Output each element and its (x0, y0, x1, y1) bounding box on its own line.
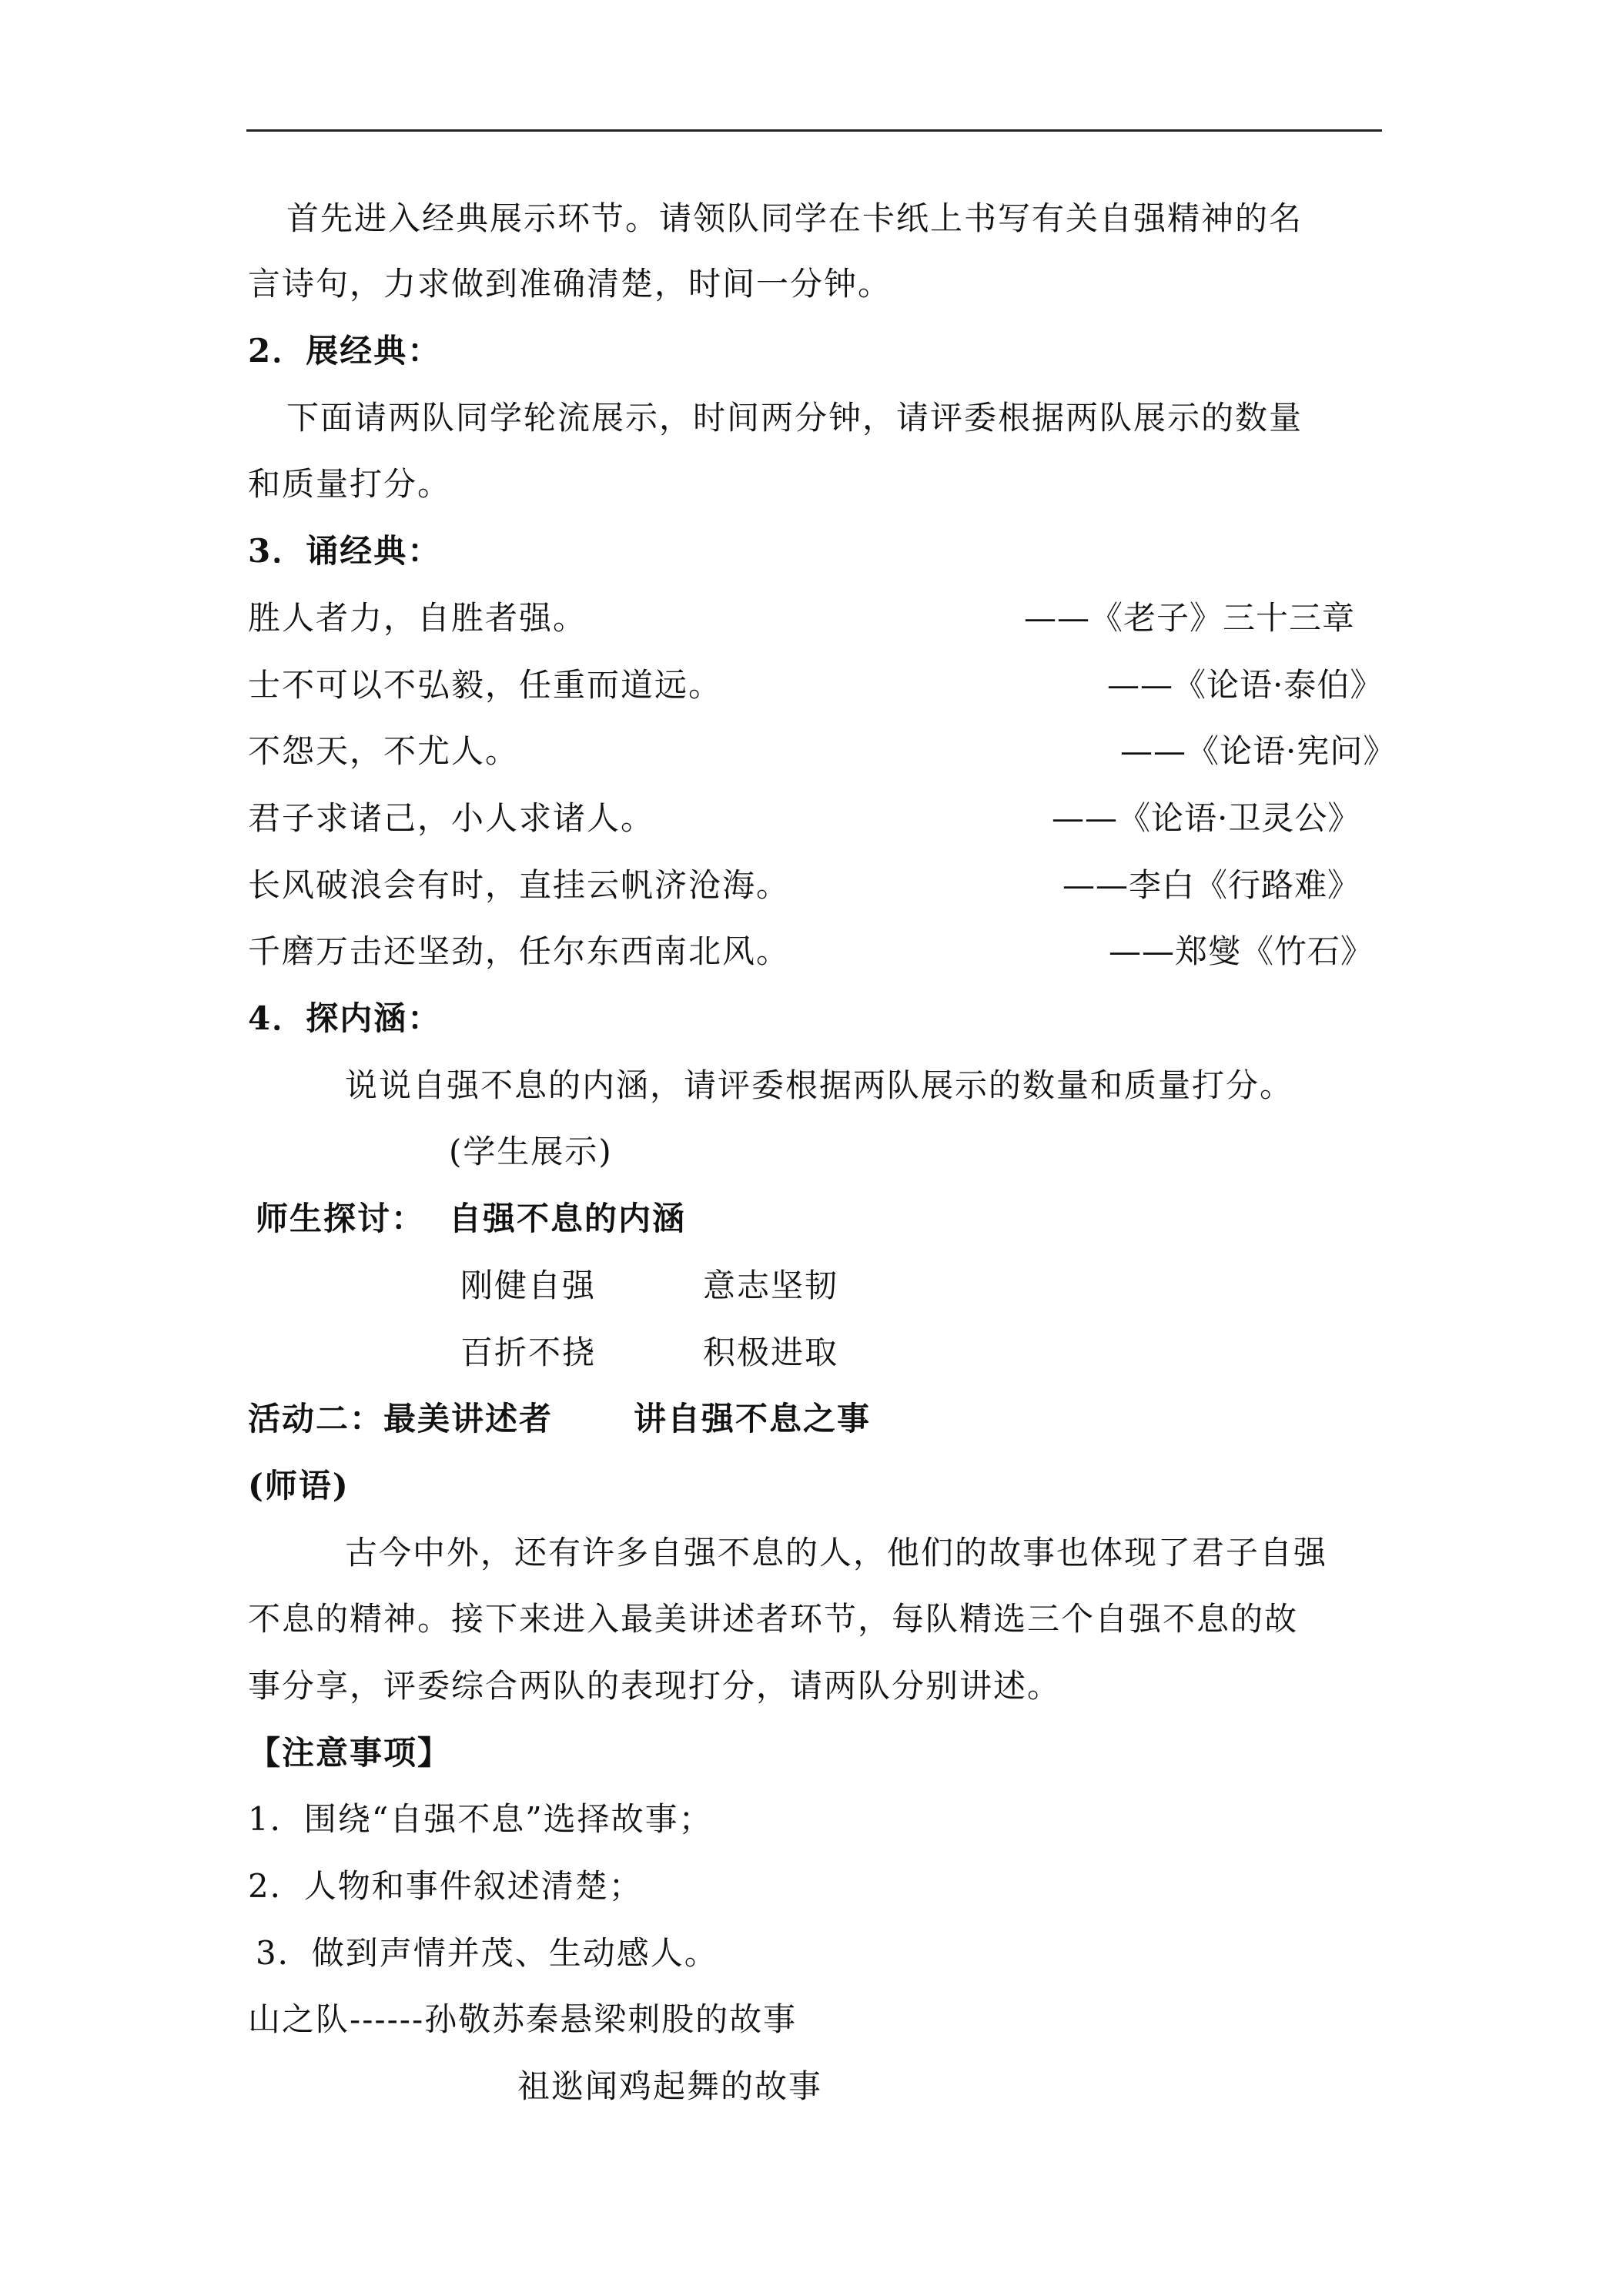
discussion-title: 自强不息的内涵 (449, 1200, 687, 1237)
team-story-line: 祖逖闻鸡起舞的故事 (517, 2067, 823, 2105)
quote-source: ——《论语·卫灵公》 (1052, 799, 1361, 837)
term: 百折不挠 (460, 1334, 597, 1371)
header-rule (246, 129, 1382, 132)
discussion-label: 师生探讨： (256, 1200, 426, 1237)
teacher-words-label: (师语) (248, 1467, 350, 1504)
section-4-line-1: 说说自强不息的内涵，请评委根据两队展示的数量和质量打分。 (345, 1066, 1294, 1104)
note-item: 3．做到声情并茂、生动感人。 (256, 1934, 718, 1972)
activity-2-para-line: 事分享，评委综合两队的表现打分，请两队分别讲述。 (248, 1667, 1062, 1705)
activity-2-para-line: 不息的精神。接下来进入最美讲述者环节，每队精选三个自强不息的故 (248, 1600, 1299, 1638)
section-3-heading: 3．诵经典： (248, 532, 442, 570)
note-item: 1．围绕“自强不息”选择故事； (248, 1800, 713, 1838)
activity-2-subtitle: 讲自强不息之事 (634, 1400, 872, 1438)
quote-source: ——《论语·宪问》 (1120, 732, 1397, 770)
section-2-line-1: 下面请两队同学轮流展示，时间两分钟，请评委根据两队展示的数量 (286, 399, 1303, 437)
section-4-heading: 4．探内涵： (248, 999, 442, 1037)
activity-2-label: 活动二：最美讲述者 (248, 1400, 554, 1438)
section-2-line-2: 和质量打分。 (248, 465, 452, 503)
quote-text: 千磨万击还坚劲，任尔东西南北风。 (248, 932, 791, 970)
quote-source: ——《老子》三十三章 (1024, 599, 1356, 637)
quote-text: 胜人者力，自胜者强。 (248, 599, 587, 637)
quote-text: 长风破浪会有时，直挂云帆济沧海。 (248, 866, 791, 904)
quote-text: 士不可以不弘毅，任重而道远。 (248, 666, 723, 704)
term: 刚健自强 (460, 1267, 597, 1304)
intro-line-1: 首先进入经典展示环节。请领队同学在卡纸上书写有关自强精神的名 (286, 199, 1303, 237)
quote-source: ——李白《行路难》 (1062, 866, 1361, 904)
note-item: 2．人物和事件叙述清楚； (248, 1867, 643, 1905)
activity-2-para-line: 古今中外，还有许多自强不息的人，他们的故事也体现了君子自强 (345, 1534, 1328, 1571)
term: 积极进取 (703, 1334, 839, 1371)
quote-source: ——《论语·泰伯》 (1107, 666, 1384, 704)
quote-text: 君子求诸己，小人求诸人。 (248, 799, 655, 837)
quote-text: 不怨天，不尤人。 (248, 732, 520, 770)
notes-heading: 【注意事项】 (248, 1734, 452, 1772)
team-story-line: 山之队------孙敬苏秦悬梁刺股的故事 (248, 2000, 798, 2038)
intro-line-2: 言诗句，力求做到准确清楚，时间一分钟。 (248, 265, 892, 303)
student-show-note: (学生展示) (449, 1133, 613, 1170)
quote-source: ——郑燮《竹石》 (1109, 932, 1374, 970)
section-2-heading: 2．展经典： (248, 332, 442, 370)
term: 意志坚韧 (703, 1267, 839, 1304)
